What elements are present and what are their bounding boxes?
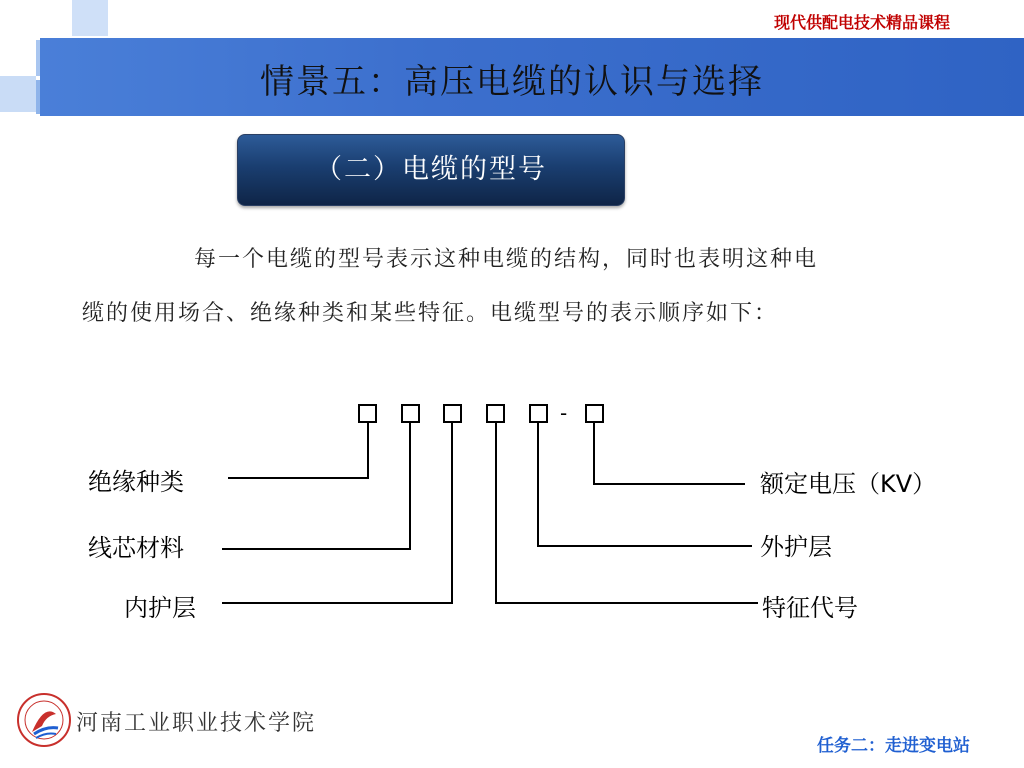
connector-inner-sheath [222,422,452,603]
connector-feature [496,422,758,603]
label-feature-code: 特征代号 [762,594,858,622]
code-box-4 [487,405,504,422]
label-insulation-type: 绝缘种类 [88,468,184,496]
section-subtitle: （二）电缆的型号 [237,134,625,206]
label-outer-sheath: 外护层 [760,533,832,561]
code-box-6 [586,405,603,422]
code-box-2 [402,405,419,422]
school-logo-icon [16,692,72,748]
connector-insulation [228,422,368,478]
page-title: 情景五：高压电缆的认识与选择 [260,62,764,102]
code-box-5 [530,405,547,422]
course-name: 现代供配电技术精品课程 [773,13,950,32]
code-box-1 [359,405,376,422]
separator-dash: - [560,401,568,425]
label-conductor-material: 线芯材料 [88,534,184,562]
label-rated-voltage: 额定电压（KV） [760,470,937,498]
connector-voltage [594,422,745,484]
paragraph-line-2: 缆的使用场合、绝缘种类和某些特征。电缆型号的表示顺序如下： [82,301,779,326]
paragraph-line-1: 每一个电缆的型号表示这种电缆的结构，同时也表明这种电 [194,247,819,272]
label-inner-sheath: 内护层 [124,594,196,622]
code-box-3 [444,405,461,422]
connector-conductor [222,422,410,549]
school-name: 河南工业职业技术学院 [76,711,317,736]
task-label: 任务二：走进变电站 [817,736,970,756]
